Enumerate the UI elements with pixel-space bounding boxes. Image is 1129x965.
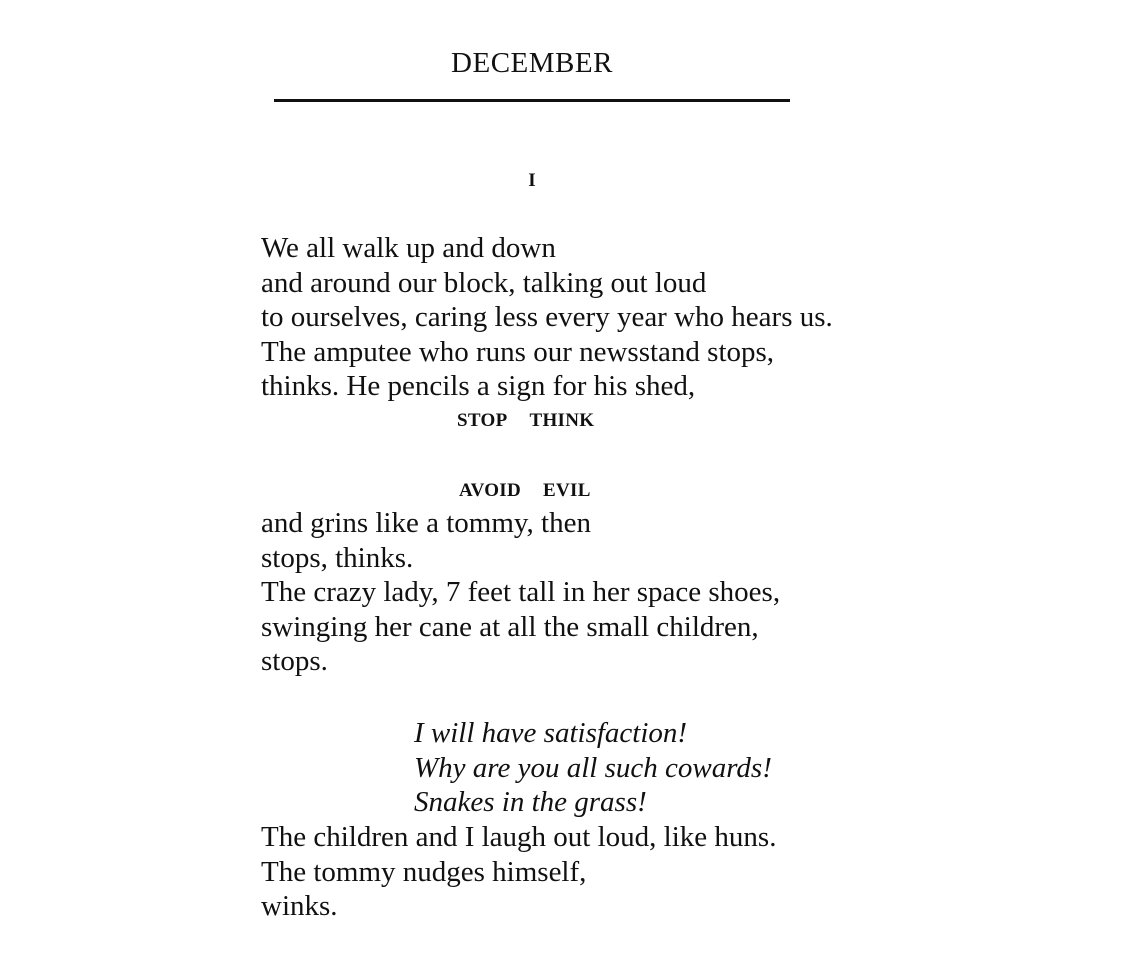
poem-line: The children and I laugh out loud, like huns. (261, 821, 777, 853)
title-rule (274, 99, 790, 102)
poem-line: and around our block, talking out loud (261, 266, 707, 299)
poem-line: The tommy nudges himself, (261, 855, 587, 888)
sign-stop-think (457, 410, 594, 432)
poem-line: The amputee who runs our newsstand stops, (261, 335, 775, 368)
sign-word: AVOID (459, 480, 522, 501)
stanza-1 (261, 231, 833, 404)
stanza-2 (261, 506, 780, 679)
poem-line: The crazy lady, 7 feet tall in her space shoes, (261, 576, 781, 608)
stanza-3 (261, 820, 776, 924)
poem-line: thinks. He pencils a sign for his shed, (261, 370, 696, 402)
poem-title: DECEMBER (451, 47, 613, 79)
poem-line: stops, thinks. (261, 541, 414, 574)
poem-line: We all walk up and down (261, 232, 556, 264)
shout-line: I will have satisfaction! (414, 717, 688, 749)
sign-avoid-evil (459, 480, 591, 502)
sign-word: EVIL (543, 480, 591, 501)
poem-line: and grins like a tommy, then (261, 507, 591, 539)
poem-line: swinging her cane at all the small children, (261, 610, 759, 643)
shout-line: Why are you all such cowards! (414, 751, 772, 784)
section-number: I (528, 170, 536, 191)
sign-word: STOP (457, 410, 508, 431)
poem-line: to ourselves, caring less every year who hears us. (261, 301, 833, 333)
shout-line: Snakes in the grass! (414, 786, 647, 818)
poem-line: stops. (261, 645, 328, 677)
sign-word: THINK (529, 410, 595, 431)
poem-line: winks. (261, 890, 338, 922)
italic-shout (414, 716, 772, 820)
